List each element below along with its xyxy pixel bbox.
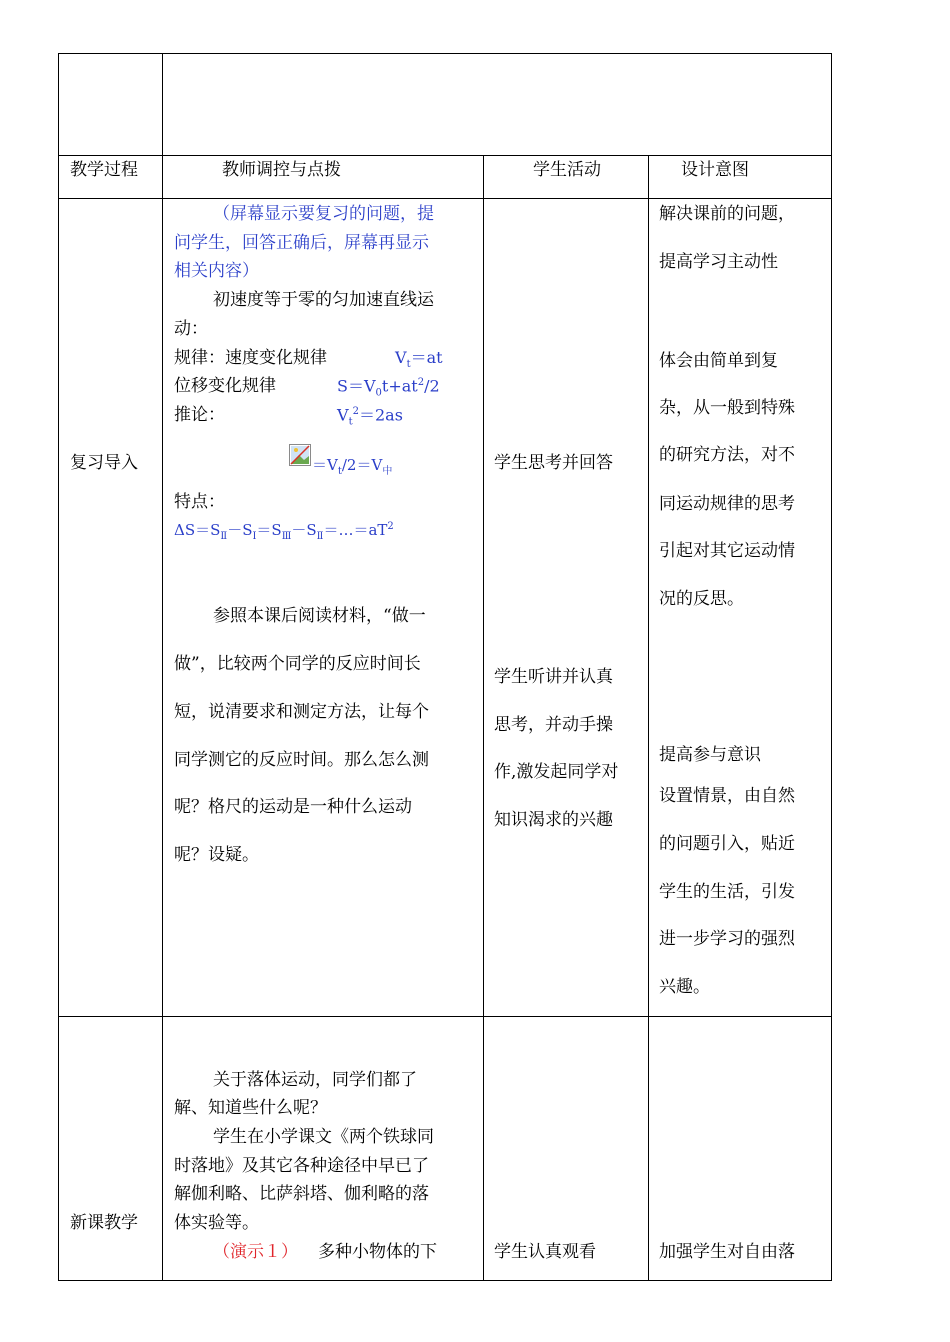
new-lesson-p2-line: 学生在小学课文《两个铁球同 bbox=[213, 1127, 434, 1147]
screen-note-line: 相关内容） bbox=[174, 261, 259, 281]
inference-label: 推论： bbox=[174, 405, 225, 425]
intent-line: 提高学习主动性 bbox=[659, 252, 778, 272]
intent-line: 解决课前的问题， bbox=[659, 204, 795, 224]
new-lesson-p1-line: 解、知道些什么呢？ bbox=[174, 1098, 327, 1118]
avg-formula: $=V_t/2=V_中$ bbox=[312, 456, 393, 477]
image-placeholder-icon bbox=[289, 444, 311, 466]
intent-line: 的研究方法，对不 bbox=[659, 445, 795, 465]
activity-line: 同学测它的反应时间。那么怎么测 bbox=[174, 750, 429, 770]
student-listen-line: 知识渴求的兴趣 bbox=[494, 810, 613, 830]
rule2-formula: $S=V_0t+at^2/2$ bbox=[337, 376, 440, 399]
rule2-label: 位移变化规律 bbox=[174, 376, 276, 396]
review-bottom-border bbox=[58, 1016, 832, 1017]
activity-line: 做”，比较两个同学的反应时间长 bbox=[174, 654, 421, 674]
header-bottom-border bbox=[58, 198, 832, 199]
feature-label: 特点： bbox=[174, 492, 225, 512]
activity-line: 呢？设疑。 bbox=[174, 845, 259, 865]
new-lesson-p1-line: 关于落体运动，同学们都了 bbox=[213, 1070, 417, 1090]
intent-line: 提高参与意识 bbox=[659, 745, 761, 765]
intent-line: 兴趣。 bbox=[659, 977, 710, 997]
intent-line: 的问题引入，贴近 bbox=[659, 834, 795, 854]
table-top-border bbox=[58, 53, 832, 54]
intent-line: 况的反思。 bbox=[659, 589, 744, 609]
new-lesson-student: 学生认真观看 bbox=[494, 1242, 596, 1262]
header-teacher: 教师调控与点拨 bbox=[222, 160, 341, 180]
intent-line: 杂，从一般到特殊 bbox=[659, 398, 795, 418]
header-student: 学生活动 bbox=[533, 160, 601, 180]
intent-line: 设置情景，由自然 bbox=[659, 786, 795, 806]
stage-new-lesson: 新课教学 bbox=[70, 1213, 138, 1233]
intro-line: 初速度等于零的匀加速直线运 bbox=[213, 290, 434, 310]
intent-line: 学生的生活，引发 bbox=[659, 882, 795, 902]
table-bottom-border bbox=[58, 1280, 832, 1281]
feature-formula: $\Delta S=S_Ⅱ-S_Ⅰ=S_Ⅲ-S_Ⅱ=\dots=aT^2$ bbox=[174, 521, 394, 542]
header-intent: 设计意图 bbox=[681, 160, 749, 180]
student-answer: 学生思考并回答 bbox=[494, 453, 613, 473]
inference-formula: $V_t^2=2as$ bbox=[337, 405, 403, 428]
intent-line: 引起对其它运动情 bbox=[659, 541, 795, 561]
new-lesson-intent: 加强学生对自由落 bbox=[659, 1242, 795, 1262]
col1-divider bbox=[162, 53, 163, 1281]
rule1-formula: $V_t=at$ bbox=[395, 348, 443, 371]
demo-label: （演示１） bbox=[213, 1242, 298, 1262]
new-lesson-p2-line: 时落地》及其它各种途径中早已了 bbox=[174, 1156, 429, 1176]
activity-line: 参照本课后阅读材料，“做一 bbox=[213, 606, 426, 626]
intent-line: 体会由简单到复 bbox=[659, 351, 778, 371]
intent-line: 同运动规律的思考 bbox=[659, 494, 795, 514]
table-left-border bbox=[58, 53, 59, 1281]
student-listen-line: 学生听讲并认真 bbox=[494, 667, 613, 687]
stage-review: 复习导入 bbox=[70, 453, 138, 473]
activity-line: 呢？格尺的运动是一种什么运动 bbox=[174, 797, 412, 817]
header-top-border bbox=[58, 155, 832, 156]
activity-line: 短，说清要求和测定方法，让每个 bbox=[174, 702, 429, 722]
new-lesson-p2-line: 体实验等。 bbox=[174, 1213, 259, 1233]
header-process: 教学过程 bbox=[70, 160, 138, 180]
demo-text: 多种小物体的下 bbox=[318, 1242, 437, 1262]
rule1-label: 规律：速度变化规律 bbox=[174, 348, 327, 368]
intent-line: 进一步学习的强烈 bbox=[659, 929, 795, 949]
col3-divider bbox=[648, 155, 649, 1281]
screen-note-line: （屏幕显示要复习的问题，提 bbox=[213, 204, 434, 224]
table-right-border bbox=[831, 53, 832, 1281]
intro-line: 动： bbox=[174, 319, 208, 339]
student-listen-line: 作,激发起同学对 bbox=[494, 762, 619, 782]
screen-note-line: 问学生，回答正确后，屏幕再显示 bbox=[174, 233, 429, 253]
col2-divider bbox=[483, 155, 484, 1281]
student-listen-line: 思考，并动手操 bbox=[494, 715, 613, 735]
new-lesson-p2-line: 解伽利略、比萨斜塔、伽利略的落 bbox=[174, 1184, 429, 1204]
